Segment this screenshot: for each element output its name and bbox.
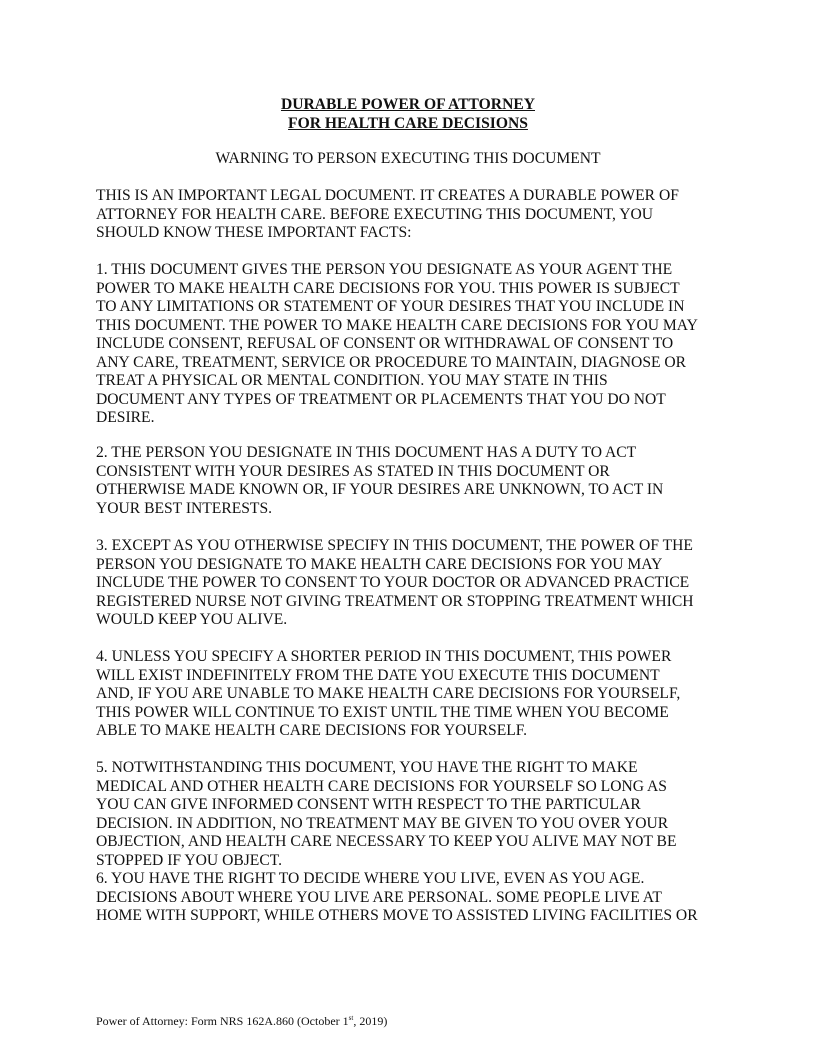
paragraph	[96, 187, 679, 243]
paragraph	[96, 261, 698, 428]
paragraph	[96, 537, 694, 630]
paragraph-line: STOPPED IF YOU OBJECT.	[96, 851, 282, 869]
paragraph	[96, 870, 698, 926]
paragraph-line: INCLUDE THE POWER TO CONSENT TO YOUR DOCTOR OR ADVANCED PRACTICE	[96, 574, 690, 591]
paragraph-line: DECISION. IN ADDITION, NO TREATMENT MAY BE GIVEN TO YOU OVER YOUR	[96, 814, 669, 832]
paragraph-line: 3. EXCEPT AS YOU OTHERWISE SPECIFY IN THIS DOCUMENT, THE POWER OF THE	[96, 537, 693, 554]
paragraph-line: YOU CAN GIVE INFORMED CONSENT WITH RESPECT TO THE PARTICULAR	[96, 796, 641, 813]
paragraph-line: SHOULD KNOW THESE IMPORTANT FACTS:	[96, 224, 412, 241]
paragraph-line: MEDICAL AND OTHER HEALTH CARE DECISIONS FOR YOURSELF SO LONG AS	[96, 777, 667, 795]
paragraph-line: REGISTERED NURSE NOT GIVING TREATMENT OR STOPPING TREATMENT WHICH	[96, 592, 694, 610]
paragraph-line: ANY CARE, TREATMENT, SERVICE OR PROCEDURE TO MAINTAIN, DIAGNOSE OR	[96, 353, 687, 371]
paragraph	[96, 444, 663, 518]
paragraph-line: POWER TO MAKE HEALTH CARE DECISIONS FOR YOU. THIS POWER IS SUBJECT	[96, 279, 680, 297]
paragraph-line: TO ANY LIMITATIONS OR STATEMENT OF YOUR DESIRES THAT YOU INCLUDE IN	[96, 298, 685, 315]
paragraph-line: THIS IS AN IMPORTANT LEGAL DOCUMENT. IT CREATES A DURABLE POWER OF	[96, 187, 679, 204]
page-footer	[96, 1014, 387, 1029]
paragraph-line: YOUR BEST INTERESTS.	[96, 499, 273, 517]
footer-text: Power of Attorney: Form NRS 162A.860 (October 1	[96, 1014, 349, 1028]
paragraph-line: 4. UNLESS YOU SPECIFY A SHORTER PERIOD IN THIS DOCUMENT, THIS POWER	[96, 648, 672, 665]
paragraph-line: OTHERWISE MADE KNOWN OR, IF YOUR DESIRES ARE UNKNOWN, TO ACT IN	[96, 481, 664, 498]
paragraph	[96, 759, 676, 870]
warning-heading: WARNING TO PERSON EXECUTING THIS DOCUMENT	[215, 150, 601, 167]
paragraph-line: OBJECTION, AND HEALTH CARE NECESSARY TO KEEP YOU ALIVE MAY NOT BE	[96, 833, 677, 850]
paragraph-line: TREAT A PHYSICAL OR MENTAL CONDITION. YOU MAY STATE IN THIS	[96, 372, 608, 389]
paragraph-line: 6. YOU HAVE THE RIGHT TO DECIDE WHERE YOU LIVE, EVEN AS YOU AGE.	[96, 870, 645, 887]
paragraph-line: PERSON YOU DESIGNATE TO MAKE HEALTH CARE DECISIONS FOR YOU MAY	[96, 555, 663, 573]
paragraph-line: CONSISTENT WITH YOUR DESIRES AS STATED IN THIS DOCUMENT OR	[96, 462, 610, 480]
footer-text-end: , 2019)	[353, 1014, 388, 1028]
title-line: DURABLE POWER OF ATTORNEY	[280, 96, 535, 113]
paragraph-line: DESIRE.	[96, 409, 155, 426]
document-title	[0, 95, 816, 133]
paragraph-line: 2. THE PERSON YOU DESIGNATE IN THIS DOCUMENT HAS A DUTY TO ACT	[96, 444, 637, 461]
paragraph-line: AND, IF YOU ARE UNABLE TO MAKE HEALTH CARE DECISIONS FOR YOURSELF,	[96, 685, 681, 702]
paragraph-line: THIS DOCUMENT. THE POWER TO MAKE HEALTH CARE DECISIONS FOR YOU MAY	[96, 316, 698, 334]
footer-superscript: st	[348, 1014, 354, 1022]
paragraph-line: INCLUDE CONSENT, REFUSAL OF CONSENT OR WITHDRAWAL OF CONSENT TO	[96, 335, 674, 352]
paragraph-line: ATTORNEY FOR HEALTH CARE. BEFORE EXECUTING THIS DOCUMENT, YOU	[96, 205, 654, 223]
paragraph-line: 5. NOTWITHSTANDING THIS DOCUMENT, YOU HAVE THE RIGHT TO MAKE	[96, 759, 638, 776]
paragraph-line: HOME WITH SUPPORT, WHILE OTHERS MOVE TO ASSISTED LIVING FACILITIES OR	[96, 907, 698, 924]
paragraph-line: DOCUMENT ANY TYPES OF TREATMENT OR PLACEMENTS THAT YOU DO NOT	[96, 390, 666, 408]
paragraph	[96, 648, 680, 741]
paragraph-line: ABLE TO MAKE HEALTH CARE DECISIONS FOR YOURSELF.	[96, 722, 528, 739]
paragraph-line: THIS POWER WILL CONTINUE TO EXIST UNTIL THE TIME WHEN YOU BECOME	[96, 703, 669, 721]
paragraph-line: 1. THIS DOCUMENT GIVES THE PERSON YOU DESIGNATE AS YOUR AGENT THE	[96, 261, 673, 278]
paragraph-line: DECISIONS ABOUT WHERE YOU LIVE ARE PERSONAL. SOME PEOPLE LIVE AT	[96, 888, 662, 906]
paragraph-line: WILL EXIST INDEFINITELY FROM THE DATE YOU EXECUTE THIS DOCUMENT	[96, 666, 660, 684]
title-line: FOR HEALTH CARE DECISIONS	[288, 115, 528, 132]
paragraph-line: WOULD KEEP YOU ALIVE.	[96, 611, 288, 628]
